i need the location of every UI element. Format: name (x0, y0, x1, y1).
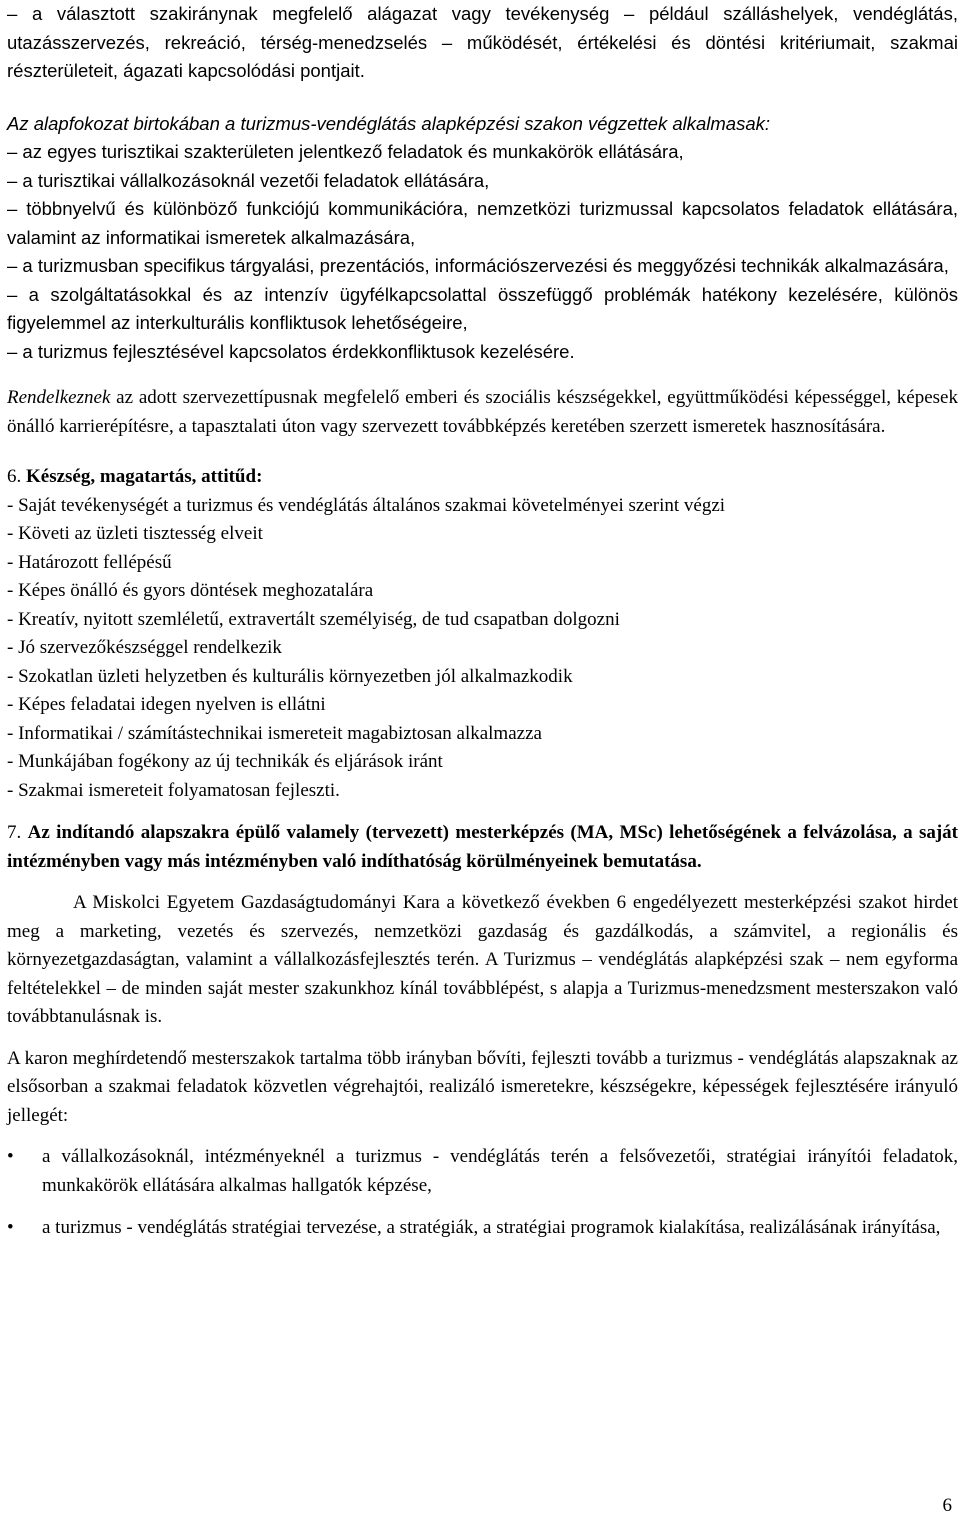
attitude-item: - Kreatív, nyitott szemléletű, extravertált személyiség, de tud csapatban dolgozni (7, 608, 620, 630)
list-item-text: a turizmus - vendéglátás stratégiai tervezése, a stratégiák, a stratégiai programok kialakítása, realizálásának irányítása, (42, 1217, 941, 1238)
section-6-number: 6. (7, 466, 26, 487)
bullet-icon: • (7, 1217, 14, 1238)
document-page (7, 0, 958, 1243)
attitude-item: - Szakmai ismereteit folyamatosan fejleszti. (7, 779, 340, 801)
list-item (7, 1214, 958, 1243)
list-item (7, 1143, 958, 1200)
skills-rest: az adott szervezettípusnak megfelelő emberi és szociális készségekkel, együttműködési képességgel, képesek önálló karrierépítésre, a tapasztalati úton vagy szervezett továbbképzés keretében szerzett ismeretek hasznosítására. (7, 387, 958, 437)
section-7-title: Az indítandó alapszakra épülő valamely (tervezett) mesterképzés (MA, MSc) lehetőségének a felvázolása, a saját intézményben vagy más intézményben való indíthatóság körülményeinek bemutatása. (7, 822, 959, 872)
employability-item: – többnyelvű és különböző funkciójú kommunikációra, nemzetközi turizmussal kapcsolatos feladatok ellátására, valamint az informatikai ismeretek alkalmazására, (7, 198, 958, 248)
section-6-title: Készség, magatartás, attitűd: (26, 466, 263, 487)
attitude-item: - Követi az üzleti tisztesség elveit (7, 523, 263, 544)
section-7-paragraph-1: A Miskolci Egyetem Gazdaságtudományi Kara a következő években 6 engedélyezett mesterképzési szakot hirdet meg a marketing, vezetés és szervezés, nemzetközi gazdaság és gazdálkodás, a számvitel, a regionális és környezetgazdaságtan, valamint a vállalkozásfejlesztés terén. A Turizmus – vendéglátás alapképzési szak – nem egyforma feltételekkel – de minden saját mester szakunkhoz kínál továbblépést, s alapja a Turizmus-menedzsment mesterszakon való továbbtanulásnak is. (7, 892, 958, 1027)
master-bullet-list (7, 1143, 958, 1243)
attitude-item: - Munkájában fogékony az új technikák és eljárások iránt (7, 751, 443, 772)
employability-item: – az egyes turisztikai szakterületen jelentkező feladatok és munkakörök ellátására, (7, 141, 684, 162)
employability-item: – a turizmusban specifikus tárgyalási, prezentációs, információszervezési és meggyőzési technikák alkalmazására, (7, 255, 949, 276)
attitude-item: - Saját tevékenységét a turizmus és vendéglátás általános szakmai követelményei szerint végzi (7, 494, 726, 516)
attitude-item: - Képes önálló és gyors döntések meghozatalára (7, 580, 374, 601)
attitude-item: - Képes feladatai idegen nyelven is ellátni (7, 694, 326, 715)
skills-paragraph (7, 384, 958, 441)
attitude-item: - Jó szervezőkészséggel rendelkezik (7, 637, 282, 658)
employability-block (7, 110, 958, 367)
section-6-heading (7, 463, 958, 492)
bullet-icon: • (7, 1146, 14, 1167)
list-item-text: a vállalkozásoknál, intézményeknél a turizmus - vendéglátás terén a felsővezetői, stratégiai irányítói feladatok, munkakörök ellátására alkalmas hallgatók képzése, (42, 1146, 958, 1196)
section-7-heading (7, 819, 958, 876)
employability-heading: Az alapfokozat birtokában a turizmus-vendéglátás alapképzési szakon végzettek alkalmasak: (7, 112, 771, 134)
employability-item: – a turizmus fejlesztésével kapcsolatos érdekkonfliktusok kezelésére. (7, 340, 575, 362)
attitude-item: - Szokatlan üzleti helyzetben és kulturális környezetben jól alkalmazkodik (7, 665, 573, 687)
section-6 (7, 463, 958, 805)
employability-item: – a szolgáltatásokkal és az intenzív ügyfélkapcsolattal összefüggő problémák hatékony kezelésére, különös figyelemmel az interkulturális konfliktusok lehetőségeire, (7, 283, 958, 333)
section-7 (7, 819, 958, 1243)
section-7-paragraph-2: A karon meghírdetendő mesterszakok tartalma több irányban bővíti, fejleszti tovább a turizmus - vendéglátás alapszaknak az elsősorban a szakmai feladatok közvetlen végrehajtói, realizáló ismeretekre, készségekre, képességek fejlesztésére irányuló jellegét: (7, 1047, 958, 1126)
employability-item: – a turisztikai vállalkozásoknál vezetői feladatok ellátására, (7, 169, 490, 191)
skills-lead: Rendelkeznek (7, 387, 111, 408)
intro-paragraph: – a választott szakiránynak megfelelő alágazat vagy tevékenység – például szálláshelyek, vendéglátás, utazásszervezés, rekreáció, térség-menedzselés – működését, értékelési és döntési kritériumait, szakmai részterületeit, ágazati kapcsolódási pontjait. (7, 3, 958, 81)
attitude-item: - Informatikai / számítástechnikai ismereteit magabiztosan alkalmazza (7, 722, 542, 744)
attitude-item: - Határozott fellépésű (7, 551, 172, 573)
page-number: 6 (942, 1495, 952, 1516)
section-7-number: 7. (7, 822, 28, 843)
